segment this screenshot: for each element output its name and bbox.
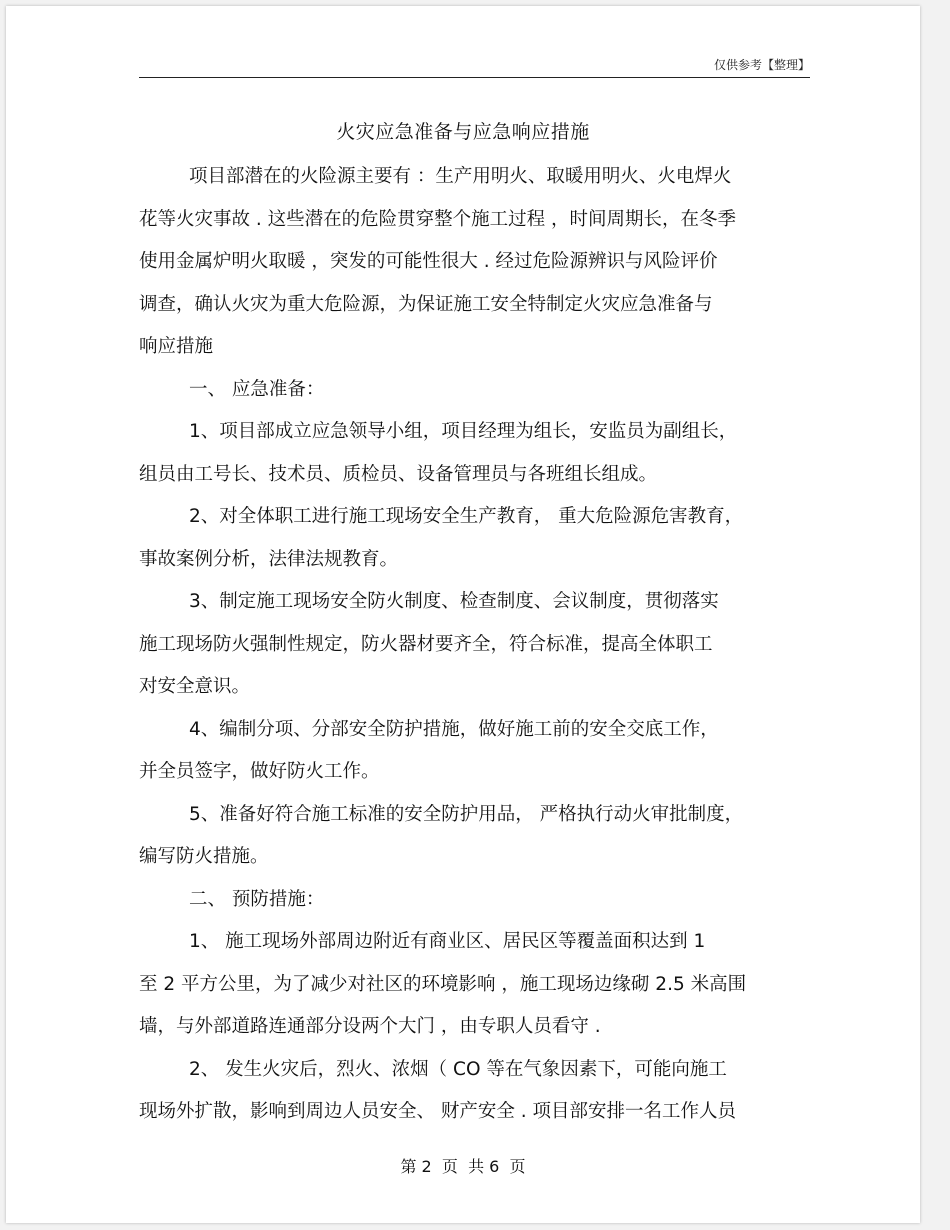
document-page — [6, 6, 920, 1223]
paragraph-line: 组员由工号长、技术员、质检员、设备管理员与各班组长组成。 — [139, 463, 658, 485]
page-number-footer: 第 2 页 共 6 页 — [400, 1157, 526, 1176]
paragraph-line: 4、编制分项、分部安全防护措施，做好施工前的安全交底工作， — [189, 718, 719, 740]
section-heading: 二、 预防措施： — [189, 888, 325, 910]
paragraph-line: 调查，确认火灾为重大危险源，为保证施工安全特制定火灾应急准备与 — [139, 293, 713, 315]
paragraph-line: 现场外扩散，影响到周边人员安全、 财产安全 . 项目部安排一名工作人员 — [139, 1101, 737, 1122]
paragraph-line: 使用金属炉明火取暖 ，突发的可能性很大 . 经过危险源辨识与风险评价 — [139, 251, 718, 272]
paragraph-line: 事故案例分析，法律法规教育。 — [139, 548, 399, 570]
paragraph-line: 响应措施 — [139, 336, 214, 357]
document-title: 火灾应急准备与应急响应措施 — [336, 121, 590, 143]
paragraph-line: 2、 发生火灾后，烈火、浓烟（ CO 等在气象因素下，可能向施工 — [189, 1058, 727, 1080]
paragraph-line: 1、项目部成立应急领导小组，项目经理为组长，安监员为副组长， — [189, 421, 738, 442]
paragraph-line: 3、制定施工现场安全防火制度、检查制度、会议制度，贯彻落实 — [189, 591, 719, 612]
header-note: 仅供参考【整理】 — [713, 58, 810, 72]
header-divider — [139, 77, 810, 78]
paragraph-line: 1、 施工现场外部周边附近有商业区、居民区等覆盖面积达到 1 — [189, 931, 706, 952]
section-heading: 一、 应急准备： — [189, 378, 325, 400]
paragraph-line: 对安全意识。 — [139, 676, 251, 697]
paragraph-line: 施工现场防火强制性规定，防火器材要齐全，符合标准，提高全体职工 — [139, 633, 713, 655]
paragraph-line: 项目部潜在的火险源主要有 ：生产用明火、取暖用明火、火电焊火 — [189, 166, 732, 187]
document-body — [139, 156, 809, 1134]
paragraph-line: 墙，与外部道路连通部分设两个大门 ，由专职人员看守 . — [139, 1016, 601, 1037]
paragraph-line: 花等火灾事故 . 这些潜在的危险贯穿整个施工过程 ，时间周期长，在冬季 — [139, 208, 737, 230]
paragraph-line: 并全员签字，做好防火工作。 — [139, 761, 380, 782]
paragraph-line: 5、准备好符合施工标准的安全防护用品， 严格执行动火审批制度， — [189, 803, 744, 825]
paragraph-line: 至 2 平方公里，为了减少对社区的环境影响 ，施工现场边缘砌 2.5 米高围 — [139, 973, 747, 995]
paragraph-line: 编写防火措施。 — [139, 846, 269, 867]
paragraph-line: 2、对全体职工进行施工现场安全生产教育， 重大危险源危害教育， — [189, 506, 744, 527]
